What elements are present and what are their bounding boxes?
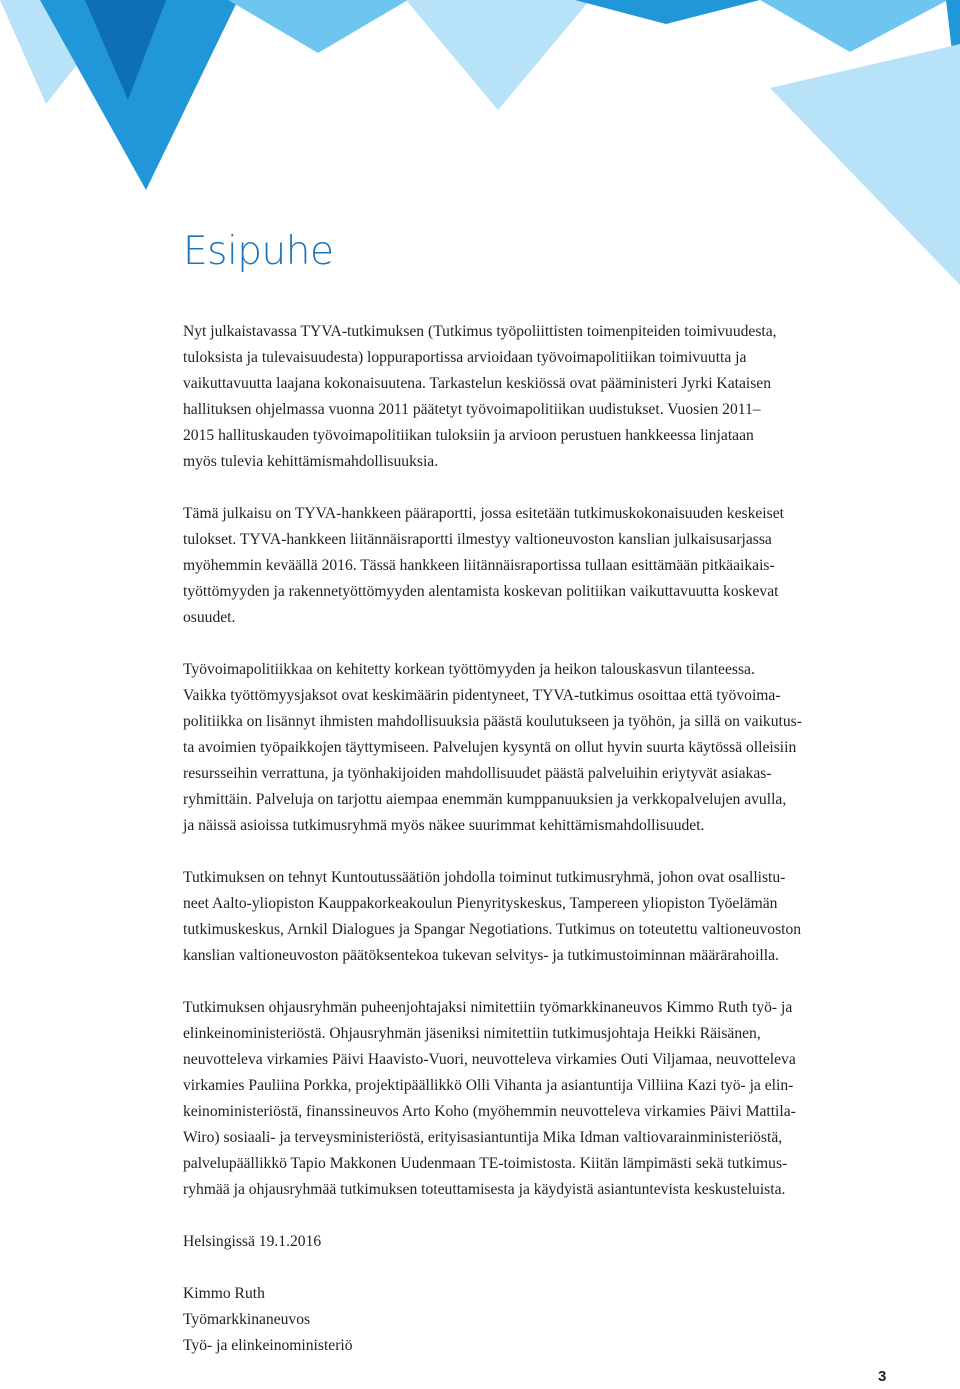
signer-name: Kimmo Ruth (183, 1285, 265, 1302)
text-line: vaikuttavuutta laajana kokonaisuutena. Tarkastelun keskiössä ovat pääministeri Jyrki Kataisen (183, 375, 771, 392)
text-line: ryhmittäin. Palveluja on tarjottu aiempaa enemmän kumppanuuksien ja verkkopalvelujen avulla, (183, 791, 787, 808)
text-line: 2015 hallituskauden työvoimapolitiikan tuloksiin ja arvioon perustuen hankkeessa linjataan (183, 427, 754, 444)
page-title: Esipuhe (183, 229, 334, 274)
header-triangle-decoration (0, 0, 960, 300)
paragraph-4 (183, 865, 895, 969)
text-line: neet Aalto-yliopiston Kauppakorkeakoulun Pienyrityskeskus, Tampereen yliopiston Työelämän (183, 895, 778, 912)
text-line: ta avoimien työpaikkojen täyttymiseen. Palvelujen kysyntä on ollut hyvin suurta käytössä olleisiin (183, 739, 797, 756)
text-line: Vaikka työttömyysjaksot ovat keskimäärin pidentyneet, TYVA-tutkimus osoittaa että työvoima- (183, 687, 781, 704)
text-line: ja näissä asioissa tutkimusryhmä myös näkee suurimmat kehittämismahdollisuudet. (183, 817, 705, 834)
body-text (183, 319, 895, 1385)
text-line: tutkimuskeskus, Arnkil Dialogues ja Spangar Negotiations. Tutkimus on toteutettu valtioneuvoston (183, 921, 802, 938)
text-line: resursseihin verrattuna, ja työnhakijoiden mahdollisuudet päästä palveluihin eriytyvät asiakas- (183, 765, 772, 782)
text-line: Tutkimuksen ohjausryhmän puheenjohtajaksi nimitettiin työmarkkinaneuvos Kimmo Ruth työ- ja (183, 999, 793, 1016)
text-line: myös tulevia kehittämismahdollisuuksia. (183, 453, 439, 470)
text-line: virkamies Pauliina Porkka, projektipäällikkö Olli Vihanta ja asiantuntija Villiina Kazi työ- ja elin- (183, 1077, 794, 1094)
text-line: ryhmää ja ohjausryhmää tutkimuksen toteuttamisesta ja käydyistä asiantuntevista keskusteluista. (183, 1181, 786, 1198)
paragraph-3 (183, 657, 895, 839)
text-line: keinoministeriöstä, finanssineuvos Arto Koho (myöhemmin neuvotteleva virkamies Päivi Mattila- (183, 1103, 796, 1120)
text-line: palvelupäällikkö Tapio Makkonen Uudenmaan TE-toimistosta. Kiitän lämpimästi sekä tutkimus- (183, 1155, 788, 1172)
text-line: myöhemmin keväällä 2016. Tässä hankkeen liitännäisraportissa tullaan esittämään pitkäaikais- (183, 557, 775, 574)
text-line: osuudet. (183, 609, 236, 626)
signer-position: Työmarkkinaneuvos (183, 1311, 311, 1328)
text-line: Tutkimuksen on tehnyt Kuntoutussäätiön johdolla toiminut tutkimusryhmä, johon ovat osallistu- (183, 869, 786, 886)
text-line: Nyt julkaistavassa TYVA-tutkimuksen (Tutkimus työpoliittisten toimenpiteiden toimivuudesta, (183, 323, 777, 340)
paragraph-1 (183, 319, 895, 475)
text-line: tuloksista ja tulevaisuudesta) loppuraportissa arvioidaan työvoimapolitiikan toimivuutta ja (183, 349, 747, 366)
text-line: Wiro) sosiaali- ja terveysministeriöstä, erityisasiantuntija Mika Idman valtiovarainministeriöstä, (183, 1129, 783, 1146)
text-line: hallituksen ohjelmassa vuonna 2011 päätetyt työvoimapolitiikan uudistukset. Vuosien 2011– (183, 401, 761, 418)
paragraph-2 (183, 501, 895, 631)
text-line: kanslian valtioneuvoston päätöksentekoa tukevan selvitys- ja tutkimustoiminnan määrärahoilla. (183, 947, 779, 964)
signature-block (183, 1281, 895, 1359)
text-line: elinkeinoministeriöstä. Ohjausryhmän jäseniksi nimitettiin tutkimusjohtaja Heikki Räisänen, (183, 1025, 761, 1042)
text-line: neuvotteleva virkamies Päivi Haavisto-Vuori, neuvotteleva virkamies Outi Viljamaa, neuvotteleva (183, 1051, 796, 1068)
paragraph-5 (183, 995, 895, 1203)
text-line: Tämä julkaisu on TYVA-hankkeen pääraportti, jossa esitetään tutkimuskokonaisuuden keskeiset (183, 505, 784, 522)
page-number: 3 (878, 1368, 887, 1385)
text-line: työttömyyden ja rakennetyöttömyyden alentamista koskevan politiikan vaikuttavuutta koskevat (183, 583, 779, 600)
text-line: Työvoimapolitiikkaa on kehitetty korkean työttömyyden ja heikon talouskasvun tilanteessa. (183, 661, 755, 678)
text-line: tulokset. TYVA-hankkeen liitännäisraportti ilmestyy valtioneuvoston kanslian julkaisusarjassa (183, 531, 772, 548)
text-line: politiikka on lisännyt ihmisten mahdollisuuksia päästä koulutukseen ja työhön, ja sillä on vaikutus- (183, 713, 802, 730)
signer-organization: Työ- ja elinkeinoministeriö (183, 1337, 353, 1354)
place-date (183, 1229, 895, 1255)
place-date-text: Helsingissä 19.1.2016 (183, 1233, 322, 1250)
